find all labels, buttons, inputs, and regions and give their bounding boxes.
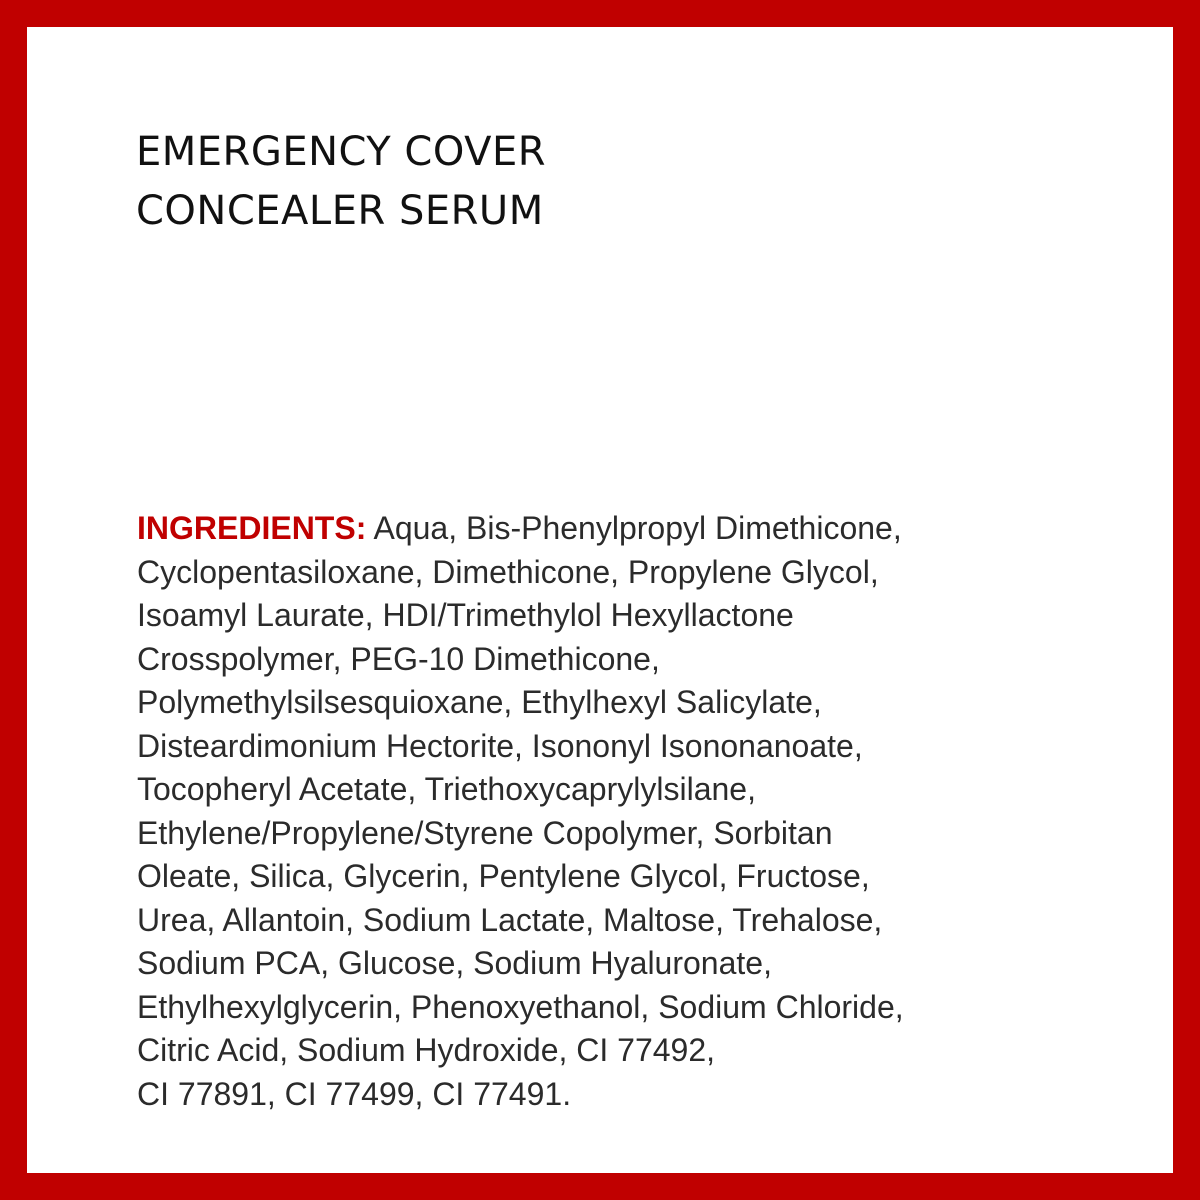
ingredients-line-6: Disteardimonium Hectorite, Isononyl Isononanoate,: [137, 727, 863, 764]
ingredients-line-14: CI 77891, CI 77499, CI 77491.: [137, 1075, 572, 1112]
ingredients-line-5: Polymethylsilsesquioxane, Ethylhexyl Salicylate,: [137, 684, 822, 720]
ingredients-line-12: Ethylhexylglycerin, Phenoxyethanol, Sodium Chloride,: [137, 988, 904, 1025]
product-title-line-2: CONCEALER SERUM: [136, 188, 544, 234]
ingredients-line-2: Cyclopentasiloxane, Dimethicone, Propylene Glycol,: [137, 553, 879, 590]
ingredients-text-1: Aqua, Bis-Phenylpropyl Dimethicone,: [366, 510, 902, 546]
ingredients-label: INGREDIENTS:: [137, 510, 367, 546]
ingredients-line-4: Crosspolymer, PEG-10 Dimethicone,: [137, 640, 660, 677]
ingredients-line-9: Oleate, Silica, Glycerin, Pentylene Glycol, Fructose,: [137, 858, 870, 894]
ingredients-line-3: Isoamyl Laurate, HDI/Trimethylol Hexyllactone: [137, 597, 794, 633]
ingredients-line-13: Citric Acid, Sodium Hydroxide, CI 77492,: [137, 1032, 716, 1068]
product-title: [136, 123, 546, 241]
ingredients-line-11: Sodium PCA, Glucose, Sodium Hyaluronate,: [137, 945, 772, 981]
ingredients-line-1: [137, 507, 1137, 551]
ingredients-list: [137, 507, 1137, 1116]
ingredients-line-10: Urea, Allantoin, Sodium Lactate, Maltose, Trehalose,: [137, 901, 883, 938]
product-title-line-1: EMERGENCY COVER: [136, 129, 547, 175]
ingredients-line-8: Ethylene/Propylene/Styrene Copolymer, Sorbitan: [137, 814, 833, 851]
ingredients-line-7: Tocopheryl Acetate, Triethoxycaprylylsilane,: [137, 771, 756, 807]
